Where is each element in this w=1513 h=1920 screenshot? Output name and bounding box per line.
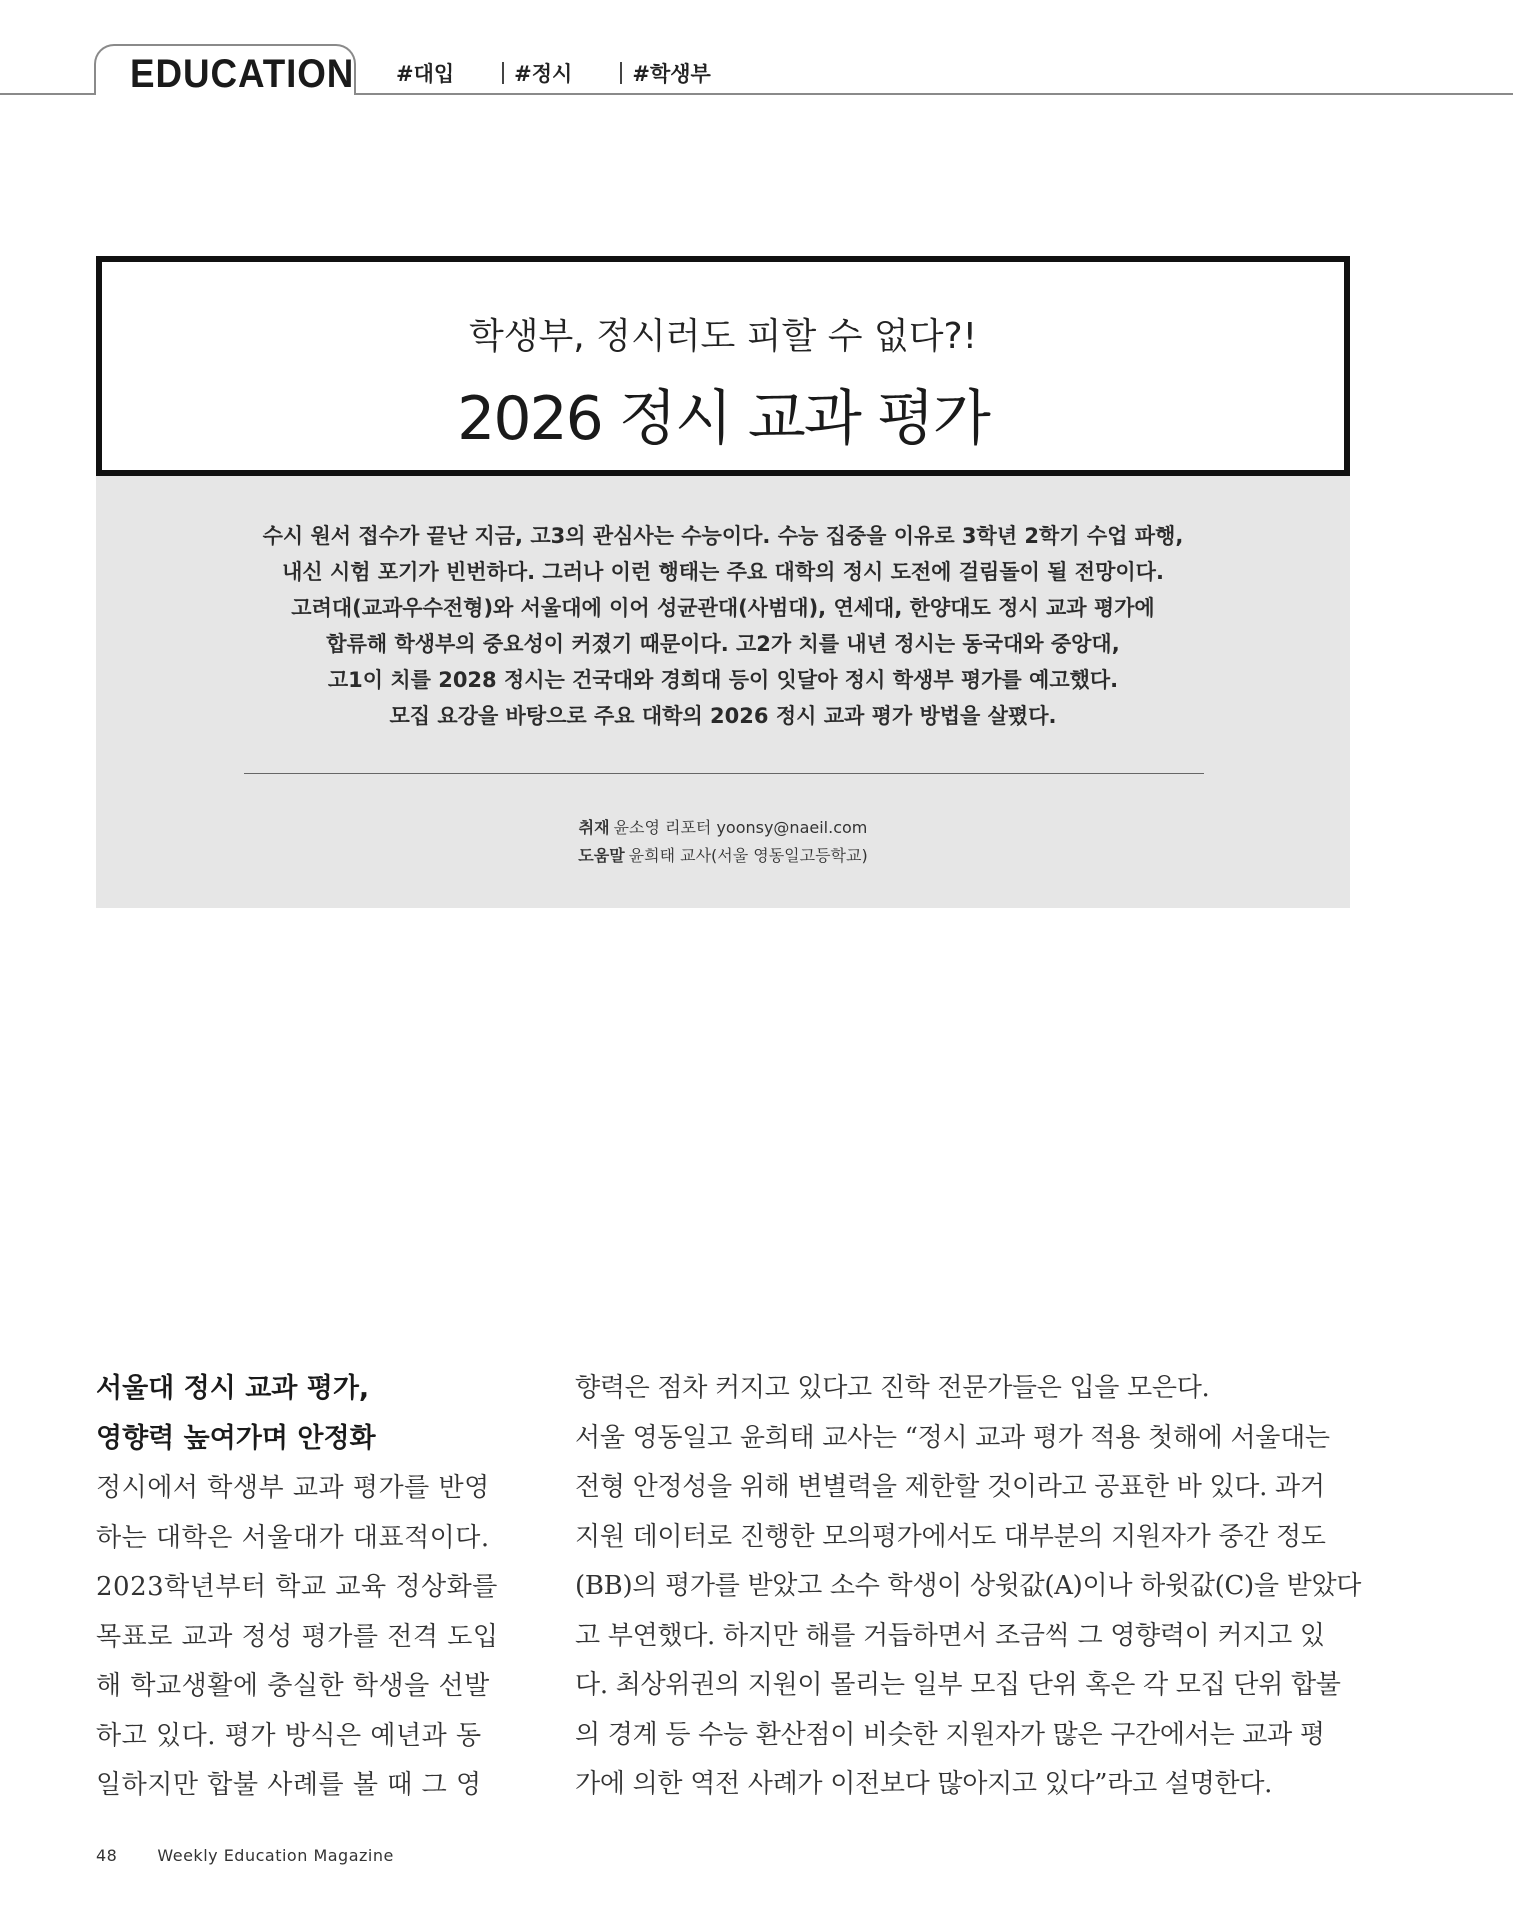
tag-divider	[620, 62, 622, 84]
title-box	[96, 256, 1350, 476]
body-line: 해 학교생활에 충실한 학생을 선발	[96, 1671, 490, 1701]
credit-key: 도움말	[578, 846, 625, 865]
page-footer	[96, 1846, 394, 1865]
body-line: 가에 의한 역전 사례가 이전보다 많아지고 있다”라고 설명한다.	[575, 1769, 1273, 1799]
lead-paragraph	[96, 518, 1350, 734]
body-line: 2023학년부터 학교 교육 정상화를	[96, 1572, 498, 1602]
lead-divider	[244, 773, 1204, 774]
tag-regular-admission: #정시	[514, 62, 573, 86]
credit-value: 윤소영 리포터 yoonsy@naeil.com	[613, 818, 868, 837]
subhead-line: 영향력 높여가며 안정화	[96, 1423, 376, 1454]
body-line: 고 부연했다. 하지만 해를 거듭하면서 조금씩 그 영향력이 커지고 있	[575, 1620, 1325, 1651]
lead-line: 모집 요강을 바탕으로 주요 대학의 2026 정시 교과 평가 방법을 살폈다.	[389, 704, 1057, 728]
body-line: 향력은 점차 커지고 있다고 진학 전문가들은 입을 모은다.	[575, 1373, 1210, 1403]
credit-key: 취재	[578, 818, 610, 837]
tag-list	[396, 58, 711, 88]
tag-student-record: #학생부	[632, 62, 711, 86]
body-line: 정시에서 학생부 교과 평가를 반영	[96, 1473, 490, 1503]
credit-value: 윤희태 교사(서울 영동일고등학교)	[628, 846, 868, 865]
lead-line: 합류해 학생부의 중요성이 커졌기 때문이다. 고2가 치를 내년 정시는 동국대와 중앙대,	[326, 632, 1120, 656]
body-line: 의 경계 등 수능 환산점이 비슷한 지원자가 많은 구간에서는 교과 평	[575, 1719, 1325, 1750]
page-number: 48	[96, 1846, 118, 1865]
magazine-name: Weekly Education Magazine	[157, 1846, 394, 1865]
body-line: 서울 영동일고 윤희태 교사는 “정시 교과 평가 적용 첫해에 서울대는	[575, 1422, 1330, 1453]
lead-line: 수시 원서 접수가 끝난 지금, 고3의 관심사는 수능이다. 수능 집중을 이유로 3학년 2학기 수업 파행,	[262, 524, 1184, 548]
tag-admission: #대입	[396, 62, 455, 86]
subhead-line: 서울대 정시 교과 평가,	[96, 1373, 370, 1404]
body-line: 하는 대학은 서울대가 대표적이다.	[96, 1522, 490, 1553]
credit-reporter	[96, 814, 1350, 842]
body-line: 하고 있다. 평가 방식은 예년과 동	[96, 1720, 482, 1751]
section-subhead	[96, 1364, 516, 1464]
article-title: 2026 정시 교과 평가	[457, 384, 989, 454]
body-line: (BB)의 평가를 받았고 소수 학생이 상윗값(A)이나 하윗값(C)을 받았다	[575, 1571, 1362, 1601]
tag-divider	[502, 62, 504, 84]
body-line: 일하지만 합불 사례를 볼 때 그 영	[96, 1770, 482, 1800]
section-label: EDUCATION	[130, 52, 355, 96]
lead-line: 고려대(교과우수전형)와 서울대에 이어 성균관대(사범대), 연세대, 한양대도 정시 교과 평가에	[291, 596, 1155, 620]
lead-line: 내신 시험 포기가 빈번하다. 그러나 이런 행태는 주요 대학의 정시 도전에 걸림돌이 될 전망이다.	[282, 560, 1164, 584]
body-column-left	[96, 1464, 499, 1811]
credits	[96, 814, 1350, 870]
article-subtitle: 학생부, 정시러도 피할 수 없다?!	[468, 316, 978, 357]
body-line: 목표로 교과 정성 평가를 전격 도입	[96, 1621, 499, 1652]
body-column-right	[575, 1364, 1362, 1810]
lead-box	[96, 476, 1350, 908]
body-line: 전형 안정성을 위해 변별력을 제한할 것이라고 공표한 바 있다. 과거	[575, 1472, 1325, 1502]
credit-advisor	[96, 842, 1350, 870]
body-line: 다. 최상위권의 지원이 몰리는 일부 모집 단위 혹은 각 모집 단위 합불	[575, 1670, 1341, 1700]
lead-line: 고1이 치를 2028 정시는 건국대와 경희대 등이 잇달아 정시 학생부 평가를 예고했다.	[327, 668, 1119, 692]
body-line: 지원 데이터로 진행한 모의평가에서도 대부분의 지원자가 중간 정도	[575, 1521, 1326, 1552]
